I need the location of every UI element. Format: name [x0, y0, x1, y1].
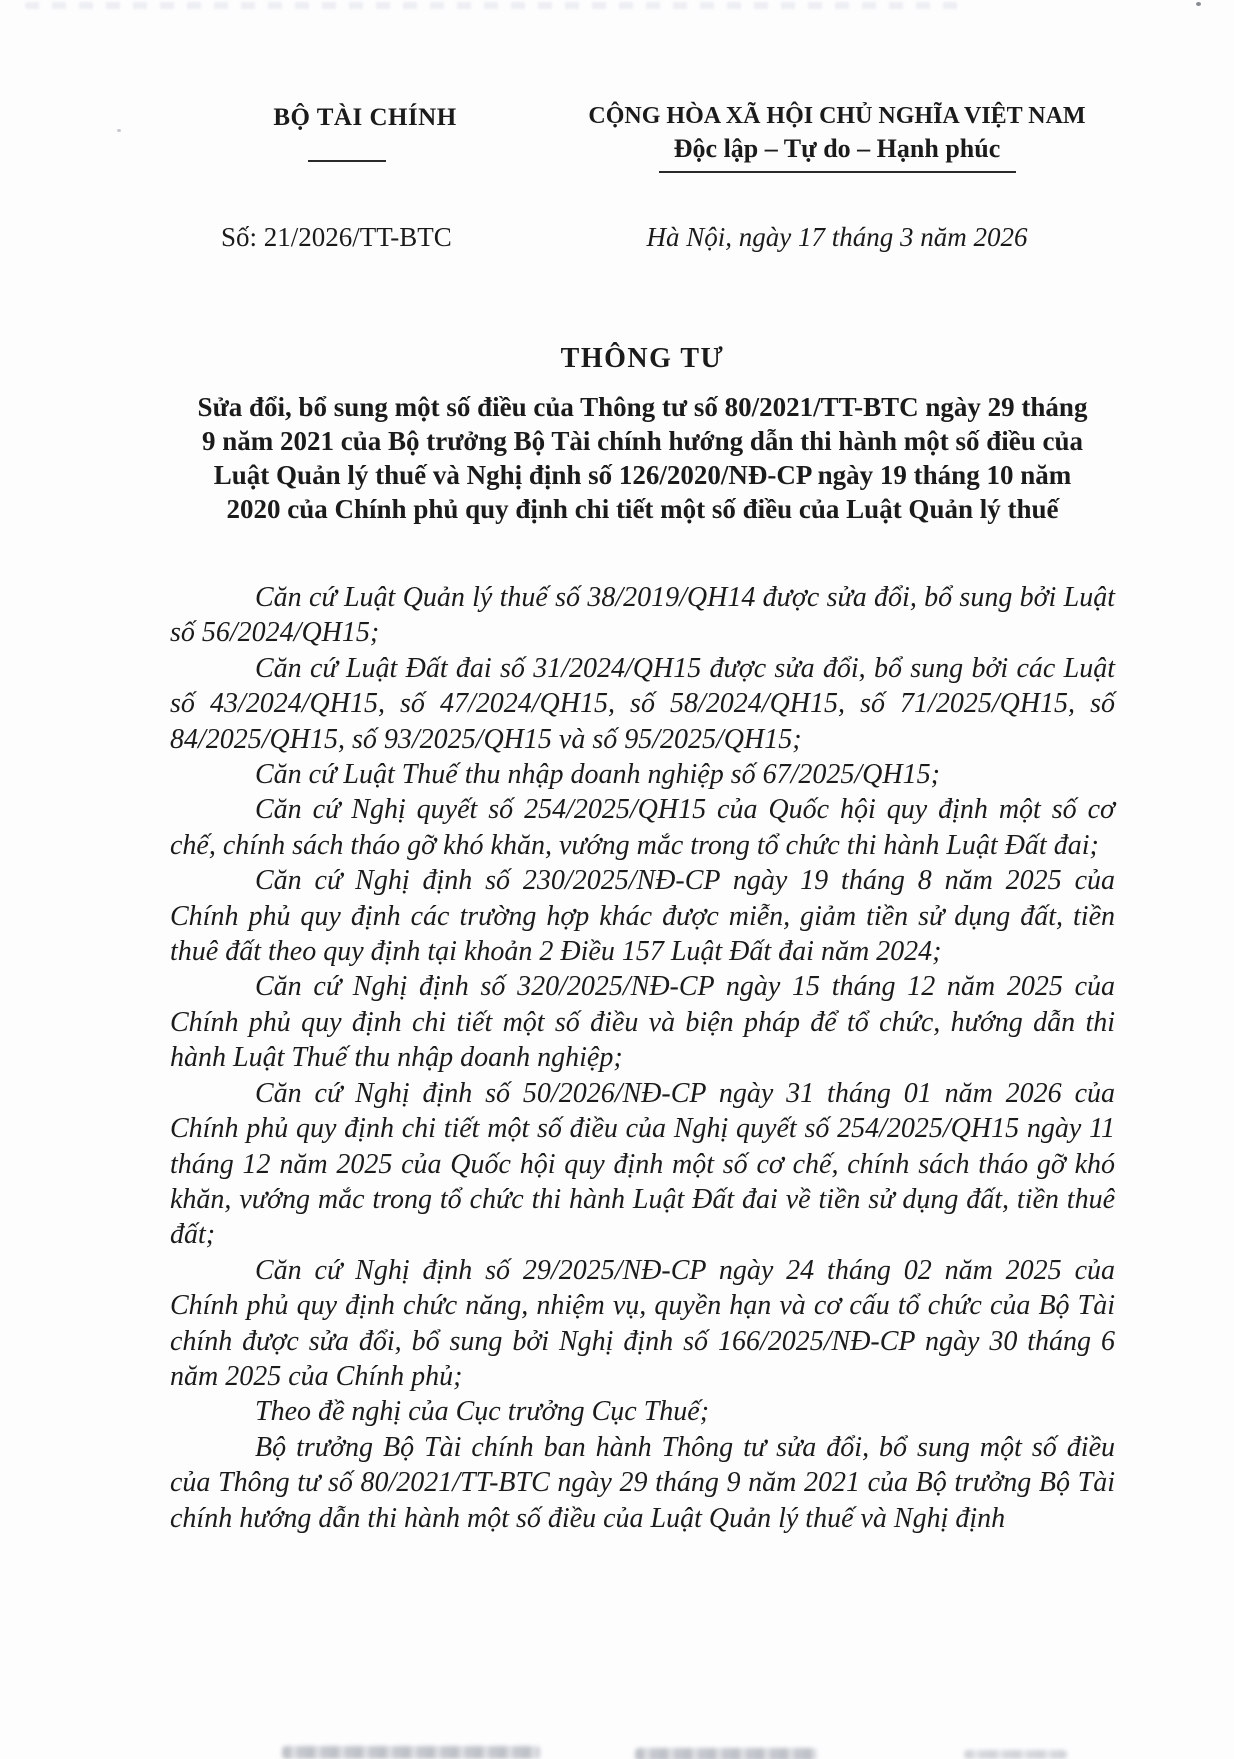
motto-line: Độc lập – Tự do – Hạnh phúc: [673, 134, 1001, 163]
preamble-paragraph: Căn cứ Nghị định số 50/2026/NĐ-CP ngày 31 tháng 01 năm 2026 của Chính phủ quy định chi tiết một số điều của Nghị quyết số 254/2025/QH15 ngày 11 tháng 12 năm 2025 của Quốc hội quy định một số cơ chế, chính sách tháo gỡ khó khăn, vướng mắc trong tổ chức thi hành Luật Đất đai về tiền sử dụng đất, tiền thuê đất;: [170, 1077, 1115, 1251]
national-header: [548, 101, 1126, 173]
preamble-paragraph: Căn cứ Nghị định số 230/2025/NĐ-CP ngày 19 tháng 8 năm 2025 của Chính phủ quy định các trường hợp khác được miễn, giảm tiền sử dụng đất, tiền thuê đất theo quy định tại khoản 2 Điều 157 Luật Đất đai năm 2024;: [170, 865, 1115, 968]
preamble-paragraph: Căn cứ Nghị định số 29/2025/NĐ-CP ngày 24 tháng 02 năm 2025 của Chính phủ quy định chức năng, nhiệm vụ, quyền hạn và cơ cấu tổ chức của Bộ Tài chính được sửa đổi, bổ sung bởi Nghị định số 166/2025/NĐ-CP ngày 30 tháng 6 năm 2025 của Chính phủ;: [170, 1254, 1115, 1392]
scan-artifact-bottom: [635, 1748, 817, 1759]
scan-artifact-bottom: [282, 1746, 540, 1759]
preamble-paragraph: Căn cứ Luật Đất đai số 31/2024/QH15 được sửa đổi, bổ sung bởi các Luật số 43/2024/QH15, số 47/2024/QH15, số 58/2024/QH15, số 71/2025/QH15, số 84/2025/QH15, số 93/2025/QH15 và số 95/2025/QH15;: [170, 652, 1115, 755]
issuing-org-underline: [308, 160, 386, 162]
preamble-paragraph: Căn cứ Nghị định số 320/2025/NĐ-CP ngày 15 tháng 12 năm 2025 của Chính phủ quy định chi tiết một số điều và biện pháp để tổ chức, hướng dẫn thi hành Luật Thuế thu nhập doanh nghiệp;: [170, 971, 1115, 1074]
preamble-paragraph: Bộ trưởng Bộ Tài chính ban hành Thông tư sửa đổi, bổ sung một số điều của Thông tư số 80/2021/TT-BTC ngày 29 tháng 9 năm 2021 của Bộ trưởng Bộ Tài chính hướng dẫn thi hành một số điều của Luật Quản lý thuế và Nghị định: [170, 1431, 1115, 1534]
scan-speck: [117, 129, 121, 132]
scan-artifact-top: [25, 2, 960, 9]
preamble-paragraph: Căn cứ Luật Thuế thu nhập doanh nghiệp số 67/2025/QH15;: [255, 759, 940, 791]
scan-artifact-bottom: [964, 1750, 1067, 1759]
doc-number: Số: 21/2026/TT-BTC: [221, 222, 452, 252]
place-and-date: Hà Nội, ngày 17 tháng 3 năm 2026: [646, 222, 1028, 252]
republic-line: CỘNG HÒA XÃ HỘI CHỦ NGHĨA VIỆT NAM: [588, 103, 1086, 129]
preamble-paragraph: Căn cứ Luật Quản lý thuế số 38/2019/QH14 được sửa đổi, bổ sung bởi Luật số 56/2024/QH15;: [170, 582, 1115, 649]
doc-type-title: THÔNG TƯ: [560, 343, 725, 374]
scan-speck: [1196, 2, 1201, 6]
doc-subject: Sửa đổi, bổ sung một số điều của Thông tư số 80/2021/TT-BTC ngày 29 tháng 9 năm 2021 của Bộ trưởng Bộ Tài chính hướng dẫn thi hành một số điều của Luật Quản lý thuế và Nghị định số 126/2020/NĐ-CP ngày 19 tháng 10 năm 2020 của Chính phủ quy định chi tiết một số điều của Luật Quản lý thuế: [197, 392, 1088, 524]
preamble-paragraph: Theo đề nghị của Cục trưởng Cục Thuế;: [255, 1396, 710, 1428]
motto-underline: [659, 171, 1016, 173]
preamble: [170, 580, 1115, 1536]
issuing-org: BỘ TÀI CHÍNH: [273, 104, 457, 131]
document-body: [170, 341, 1115, 1536]
preamble-paragraph: Căn cứ Nghị quyết số 254/2025/QH15 của Quốc hội quy định một số cơ chế, chính sách tháo gỡ khó khăn, vướng mắc trong tổ chức thi hành Luật Đất đai;: [170, 794, 1115, 861]
